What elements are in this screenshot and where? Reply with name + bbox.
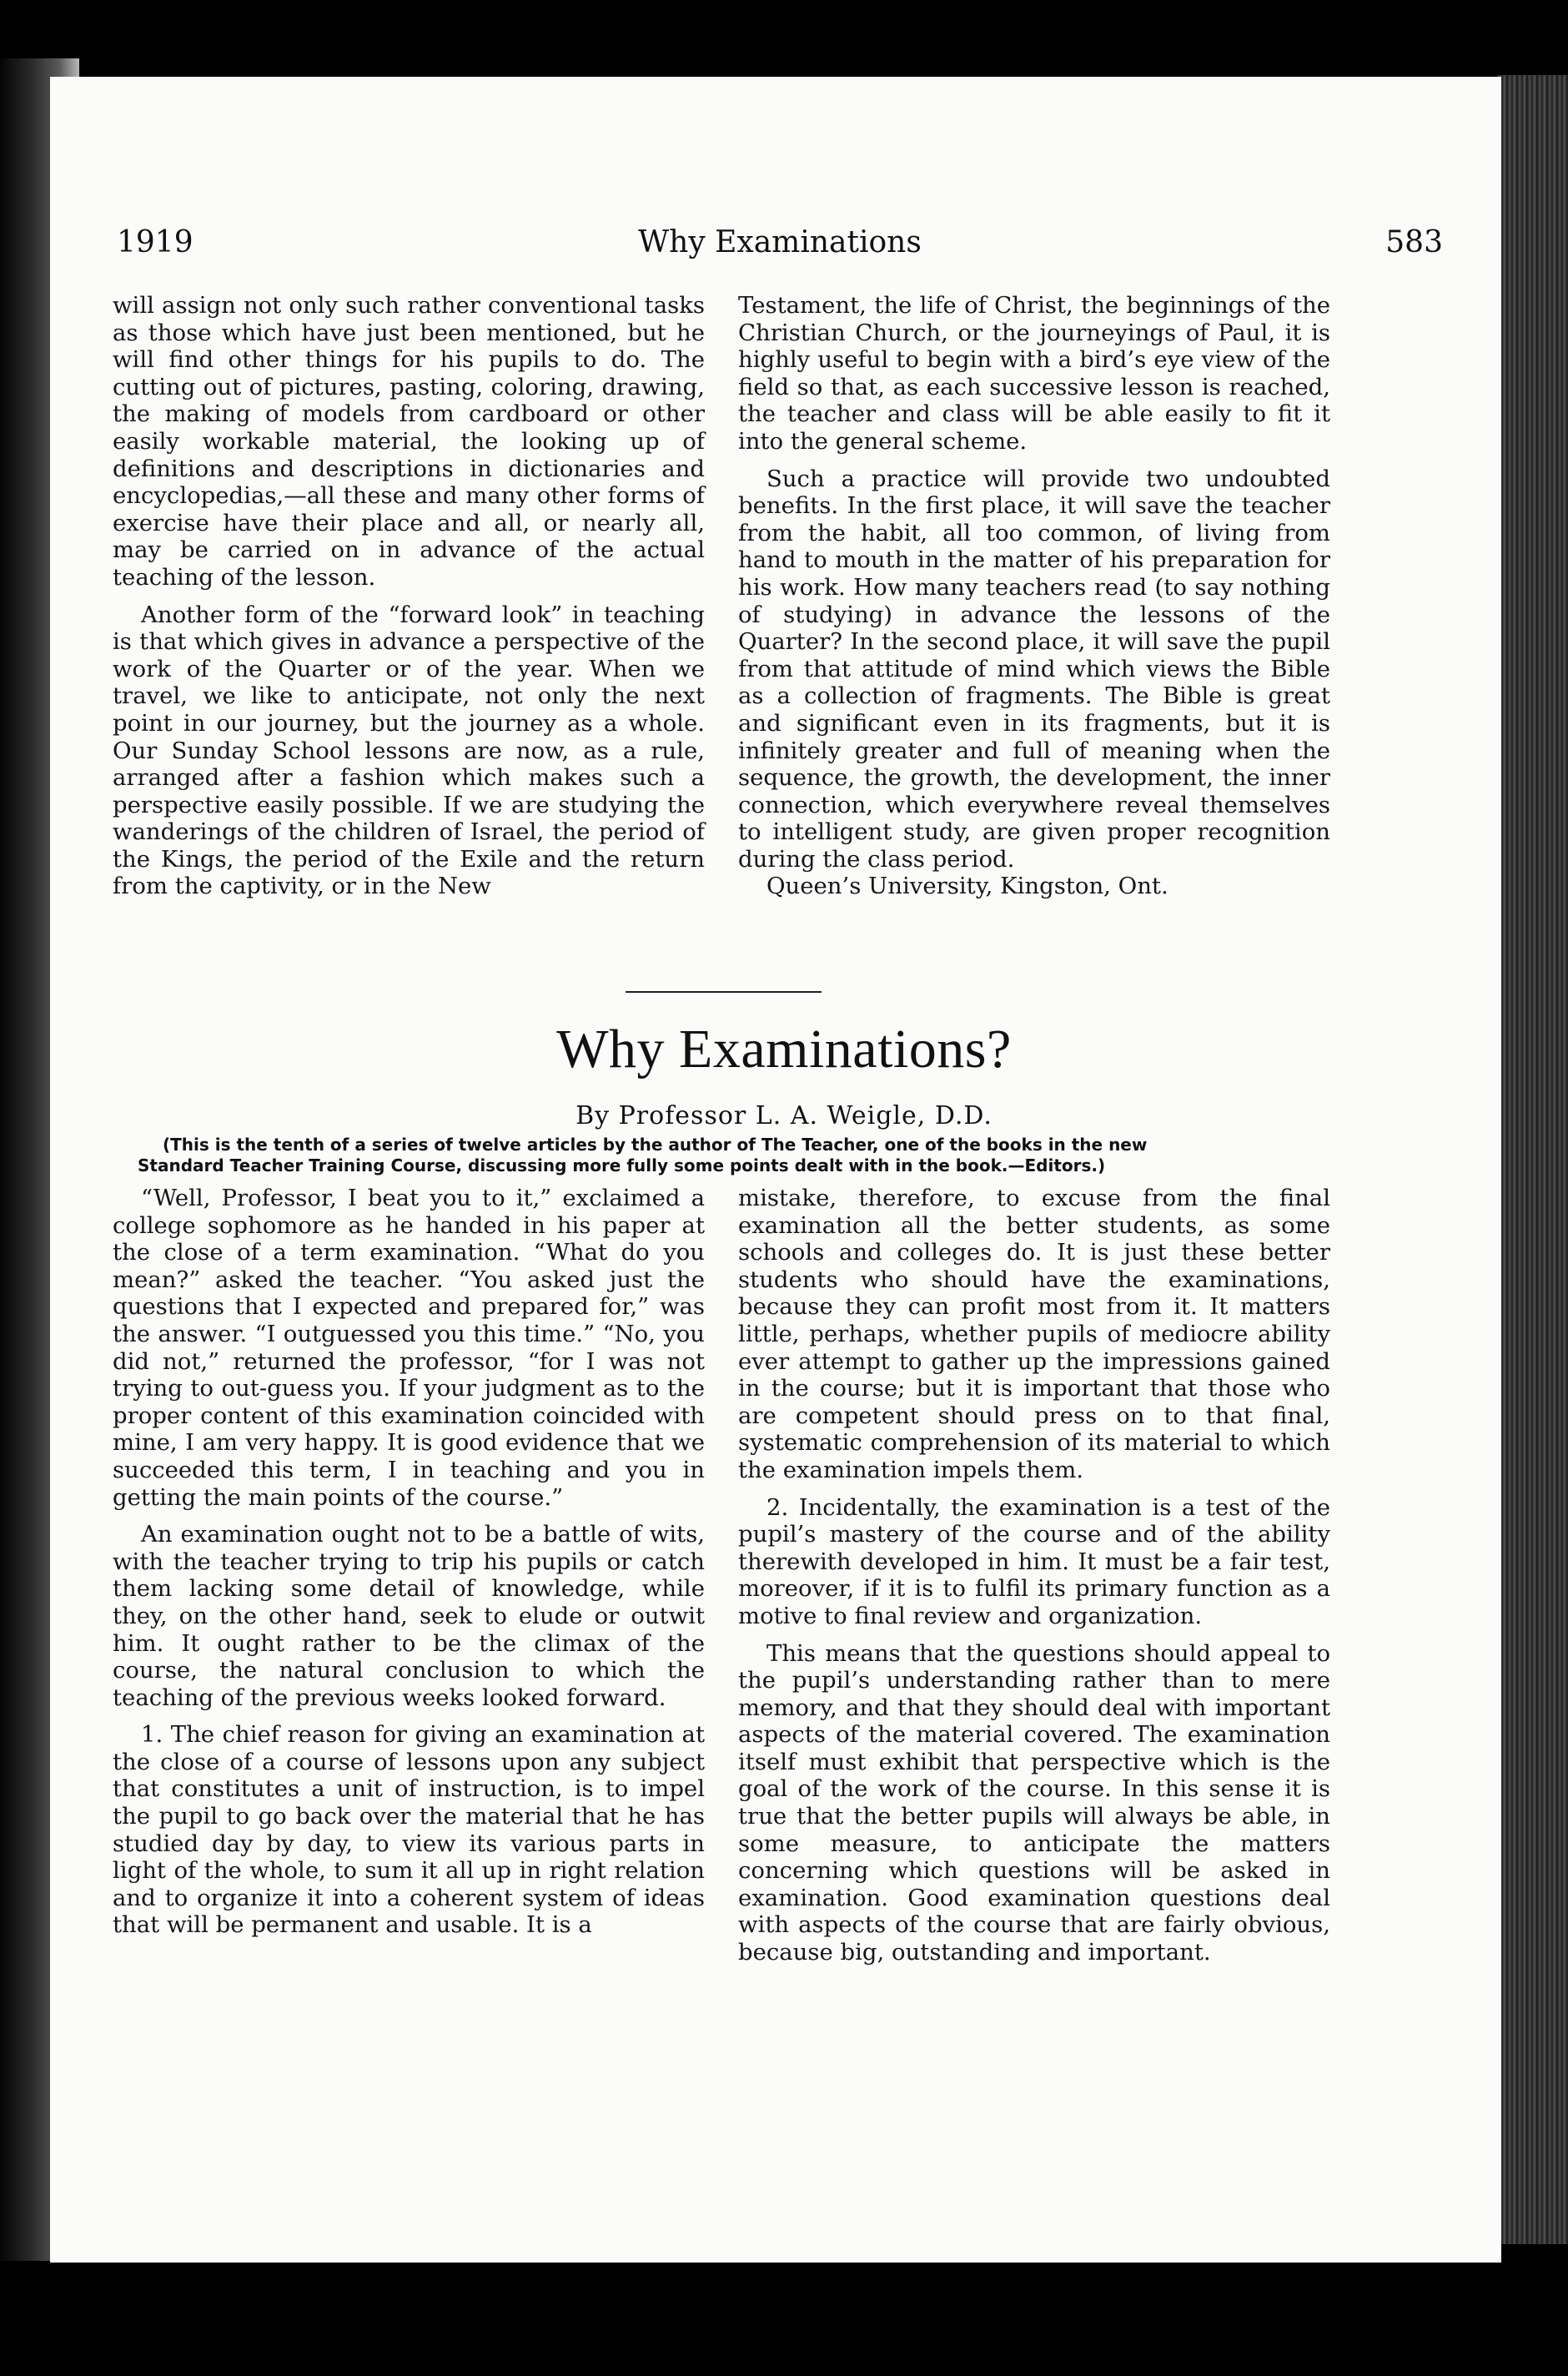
paragraph: 1. The chief reason for giving an examination at the close of a course of lessons upon any subject that constitutes a unit of instruction, is to impel the pupil to go back over the material that he has studied day by day, to view its various parts in light of the whole, to sum it all up in right relation and to organize it into a coherent system of ideas that will be permanent and usable. It is a	[113, 1721, 705, 1939]
paragraph: “Well, Professor, I beat you to it,” exclaimed a college sophomore as he handed in his paper at the close of a term examination. “What do you mean?” asked the teacher. “You asked just the questions that I expected and prepared for,” was the answer. “I outguessed you this time.” “No, you did not,” returned the professor, “for I was not trying to out-guess you. If your judgment as to the proper content of this examination coincided with mine, I am very happy. It is good evidence that we succeeded this term, I in teaching and you in getting the main points of the course.”	[113, 1185, 705, 1511]
editor-note	[138, 1135, 1322, 1176]
editor-note-line: Standard Teacher Training Course, discussing more fully some points dealt with in the book.—Editors.)	[138, 1155, 1106, 1175]
header-year: 1919	[117, 225, 193, 259]
book-binding-right	[1497, 75, 1568, 2244]
paragraph: will assign not only such rather conventional tasks as those which have just been mentioned, but he will find other things for his pupils to do. The cutting out of pictures, pasting, coloring, drawing, the making of models from cardboard or other easily workable material, the looking up of definitions and descriptions in dictionaries and encyclopedias,—all these and many other forms of exercise have their place and all, or nearly all, may be carried on in advance of the actual teaching of the lesson.	[113, 292, 705, 591]
section-divider	[626, 991, 822, 993]
article-title: Why Examinations?	[556, 1019, 1012, 1080]
paragraph: 2. Incidentally, the examination is a test of the pupil’s mastery of the course and of the ability therewith developed in him. It must be a fair test, moreover, if it is to fulfil its primary function as a motive to final review and organization.	[738, 1493, 1330, 1629]
paragraph: Another form of the “forward look” in teaching is that which gives in advance a perspective of the work of the Quarter or of the year. When we travel, we like to anticipate, not only the next point in our journey, but the journey as a whole. Our Sunday School lessons are now, as a rule, arranged after a fashion which makes such a perspective easily possible. If we are studying the wanderings of the children of Israel, the period of the Kings, the period of the Exile and the return from the captivity, or in the New	[113, 601, 705, 900]
top-left-column	[113, 292, 705, 900]
editor-note-line: (This is the tenth of a series of twelve articles by the author of The Teacher, one of the books in the new	[163, 1135, 1148, 1155]
bottom-right-column	[738, 1185, 1330, 1966]
paragraph: This means that the questions should appeal to the pupil’s understanding rather than to mere memory, and that they should deal with important aspects of the material covered. The examination itself must exhibit that perspective which is the goal of the work of the course. In this sense it is true that the better pupils will always be able, in some measure, to anticipate the matters concerning which questions will be asked in examination. Good examination questions deal with aspects of the course that are fairly obvious, because big, outstanding and important.	[738, 1639, 1330, 1966]
affiliation: Queen’s University, Kingston, Ont.	[766, 873, 1168, 900]
paragraph: Such a practice will provide two undoubted benefits. In the first place, it will save the teacher from the habit, all too common, of living from hand to mouth in the matter of his preparation for his work. How many teachers read (to say nothing of studying) in advance the lessons of the Quarter? In the second place, it will save the pupil from that attitude of mind which views the Bible as a collection of fragments. The Bible is great and significant even in its fragments, but it is infinitely greater and full of meaning when the sequence, the growth, the development, the inner connection, which everywhere reveal themselves to intelligent study, are given proper recognition during the class period.	[738, 465, 1330, 873]
paragraph: mistake, therefore, to excuse from the final examination all the better students, as some schools and colleges do. It is just these better students who should have the examinations, because they can profit most from it. It matters little, perhaps, whether pupils of mediocre ability ever attempt to gather up the impressions gained in the course; but it is important that those who are competent should press on to that final, systematic comprehension of its material to which the examination impels them.	[738, 1185, 1330, 1483]
running-head	[117, 225, 1443, 275]
paragraph: An examination ought not to be a battle of wits, with the teacher trying to trip his pupils or catch them lacking some detail of knowledge, while they, on the other hand, seek to elude or outwit him. It ought rather to be the climax of the course, the natural conclusion to which the teaching of the previous weeks looked forward.	[113, 1521, 705, 1711]
page-number: 583	[1385, 225, 1443, 259]
paragraph: Testament, the life of Christ, the beginnings of the Christian Church, or the journeyings of Paul, it is highly useful to begin with a bird’s eye view of the field so that, as each successive lesson is reached, the teacher and class will be able easily to fit it into the general scheme.	[738, 292, 1330, 455]
article-byline: By Professor L. A. Weigle, D.D.	[575, 1101, 993, 1130]
bottom-left-column	[113, 1185, 705, 1939]
header-title: Why Examinations	[638, 225, 922, 259]
top-right-column	[738, 292, 1330, 900]
